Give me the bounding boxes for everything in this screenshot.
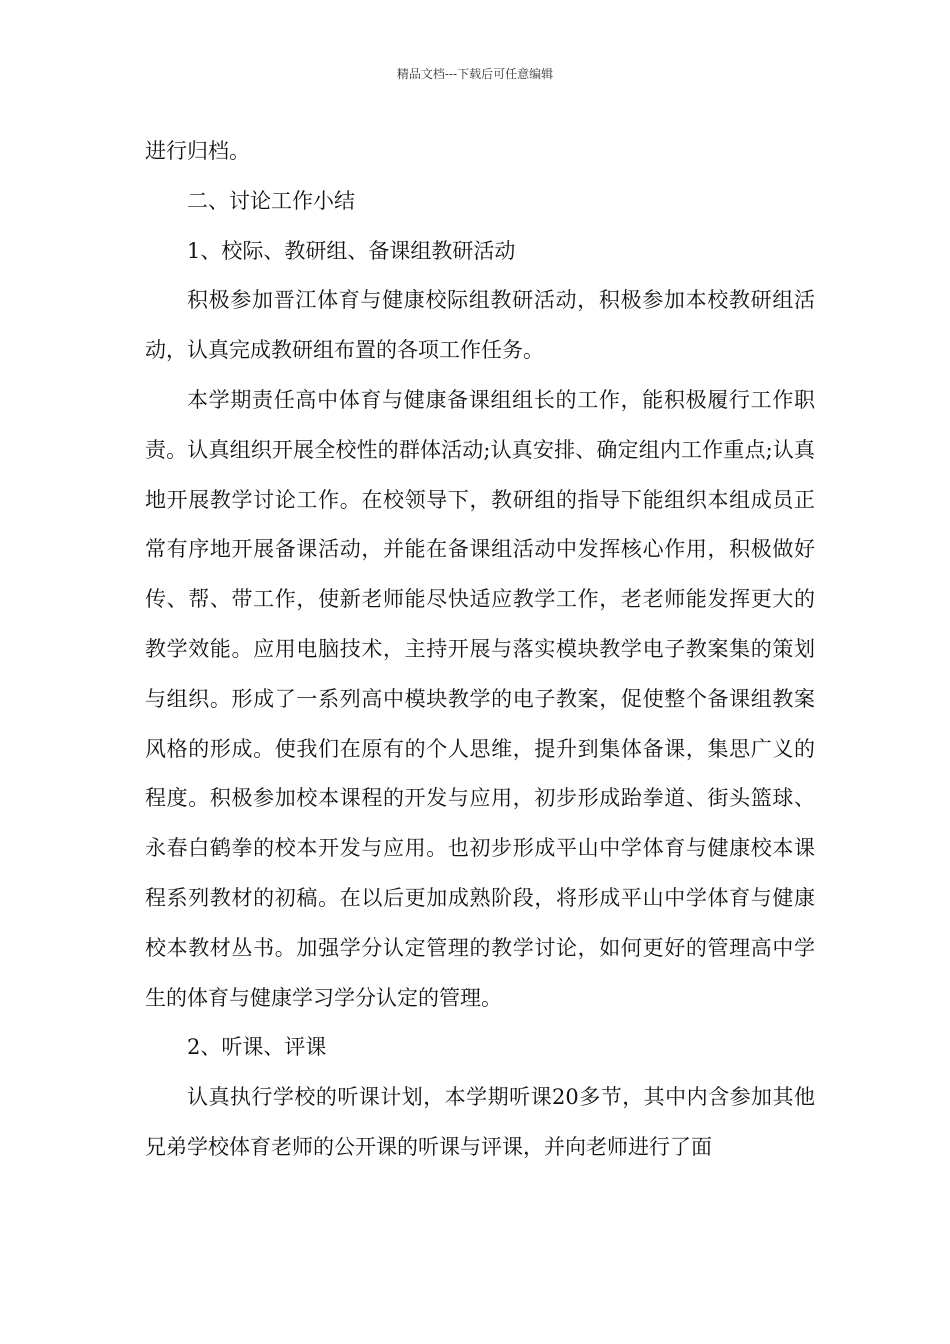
section-heading: 二、讨论工作小结 bbox=[187, 188, 355, 213]
paragraph: 进行归档。 bbox=[145, 139, 250, 163]
subsection-heading: 1、校际、教研组、备课组教研活动 bbox=[187, 238, 516, 263]
subsection-heading: 2、听课、评课 bbox=[187, 1035, 327, 1060]
paragraph: 积极参加晋江体育与健康校际组教研活动，积极参加本校教研组活动，认真完成教研组布置的各项工作任务。 bbox=[145, 288, 815, 363]
document-body bbox=[145, 127, 815, 1173]
paragraph: 本学期责任高中体育与健康备课组组长的工作，能积极履行工作职责。认真组织开展全校性的群体活动;认真安排、确定组内工作重点;认真地开展教学讨论工作。在校领导下，教研组的指导下能组织本组成员正常有序地开展备课活动，并能在备课组活动中发挥核心作用，积极做好传、帮、带工作，使新老师能尽快适应教学工作，老老师能发挥更大的教学效能。应用电脑技术，主持开展与落实模块教学电子教案集的策划与组织。形成了一系列高中模块教学的电子教案，促使整个备课组教案风格的形成。使我们在原有的个人思维，提升到集体备课，集思广义的程度。积极参加校本课程的开发与应用，初步形成跆拳道、街头篮球、永春白鹤拳的校本开发与应用。也初步形成平山中学体育与健康校本课程系列教材的初稿。在以后更加成熟阶段，将形成平山中学体育与健康校本教材丛书。加强学分认定管理的教学讨论，如何更好的管理高中学生的体育与健康学习学分认定的管理。 bbox=[145, 387, 815, 1010]
page-header: 精品文档---下载后可任意编辑 bbox=[396, 67, 554, 81]
paragraph: 认真执行学校的听课计划，本学期听课20多节，其中内含参加其他兄弟学校体育老师的公开课的听课与评课，并向老师进行了面 bbox=[145, 1085, 815, 1159]
